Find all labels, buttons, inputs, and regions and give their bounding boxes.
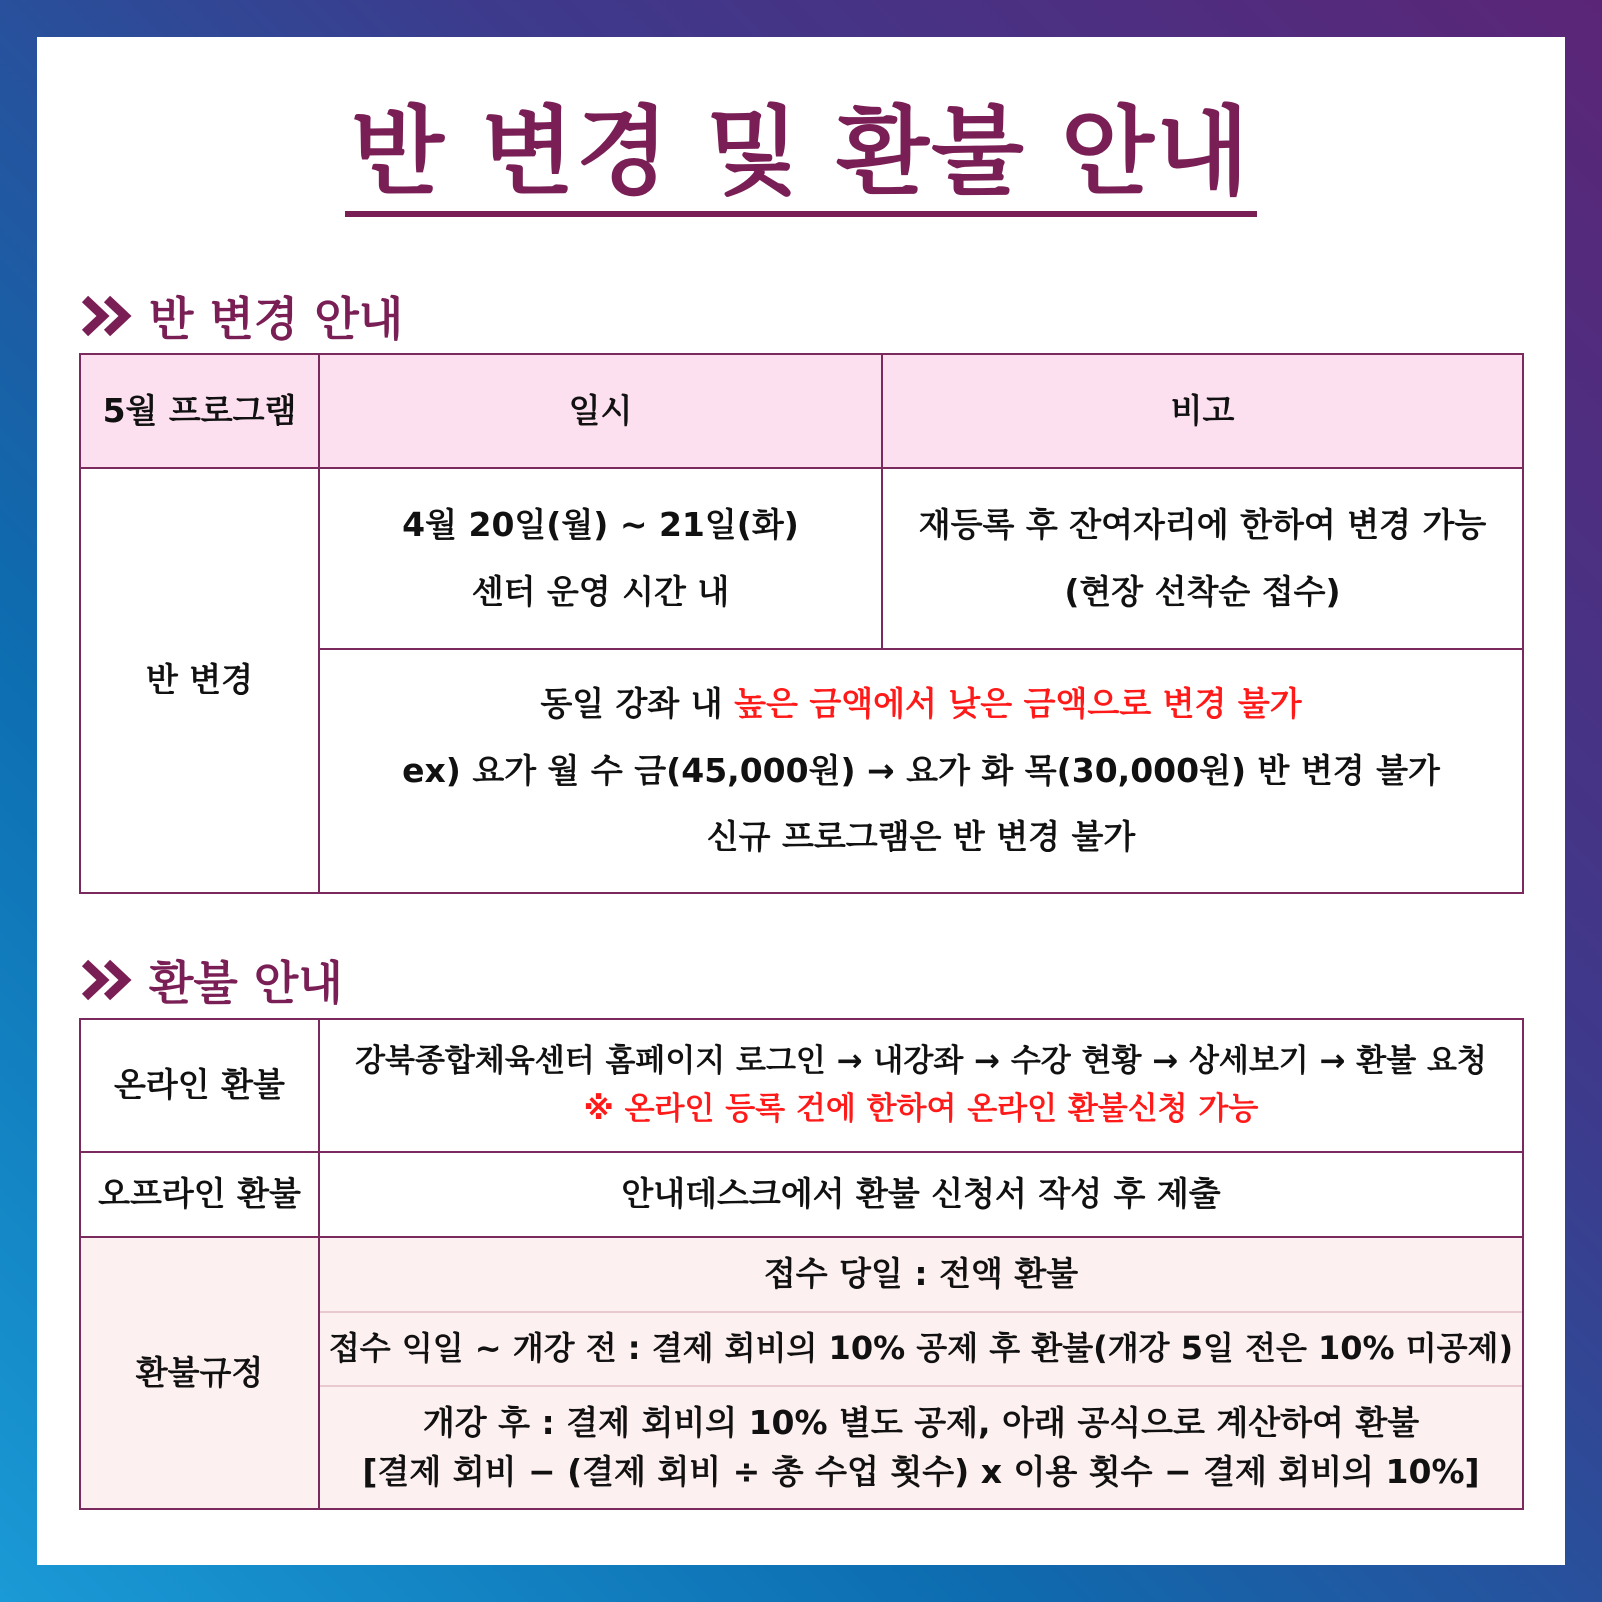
rule-prefix: 동일 강좌 내 (540, 684, 735, 724)
refund-table (79, 1018, 1524, 1510)
online-cell (319, 1019, 1523, 1152)
rule-formula: [결제 회비 − (결제 회비 ÷ 총 수업 횟수) x 이용 횟수 − 결제 회비의 10%] (362, 1451, 1480, 1491)
refund-rules-list (320, 1238, 1522, 1508)
rules-cell (319, 649, 1523, 893)
class-change-table (79, 353, 1524, 894)
header-note: 비고 (882, 354, 1523, 468)
double-chevron-icon (79, 957, 135, 1003)
double-chevron-icon (79, 293, 135, 339)
online-note: ※ 온라인 등록 건에 한하여 온라인 환불신청 가능 (583, 1090, 1259, 1127)
row-label-online: 온라인 환불 (80, 1019, 319, 1152)
date-hours: 센터 운영 시간 내 (471, 571, 730, 611)
row-label-refund-rules: 환불규정 (80, 1237, 319, 1509)
online-steps: 강북종합체육센터 홈페이지 로그인 → 내강좌 → 수강 현황 → 상세보기 → 환불 요청 (355, 1042, 1487, 1079)
refund-rules-cell (319, 1237, 1523, 1509)
offline-text: 안내데스크에서 환불 신청서 작성 후 제출 (319, 1152, 1523, 1237)
table-row (80, 1019, 1523, 1152)
row-label-offline: 오프라인 환불 (80, 1152, 319, 1237)
note-condition: 재등록 후 잔여자리에 한하여 변경 가능 (918, 504, 1487, 544)
note-first-come: (현장 선착순 접수) (1064, 571, 1341, 611)
section-heading-text: 반 변경 안내 (149, 292, 404, 346)
rule-same-day: 접수 당일 : 전액 환불 (320, 1238, 1522, 1312)
table-header-row (80, 354, 1523, 468)
section-heading-class-change (79, 283, 403, 349)
rule-new-program: 신규 프로그램은 반 변경 불가 (706, 817, 1136, 857)
rule-after-start-text: 개강 후 : 결제 회비의 10% 별도 공제, 아래 공식으로 계산하여 환불 (422, 1402, 1420, 1442)
date-range: 4월 20일(월) ~ 21일(화) (402, 504, 799, 544)
section-heading-text: 환불 안내 (149, 956, 343, 1010)
table-row (80, 1237, 1523, 1509)
rule-example: ex) 요가 월 수 금(45,000원) → 요가 화 목(30,000원) 반 변경 불가 (402, 750, 1440, 790)
section-heading-refund (79, 947, 343, 1013)
rule-before-start: 접수 익일 ~ 개강 전 : 결제 회비의 10% 공제 후 환불(개강 5일 전은 10% 미공제) (320, 1312, 1522, 1386)
rule-same-course (320, 682, 1522, 727)
header-program: 5월 프로그램 (80, 354, 319, 468)
page-title-wrap (37, 97, 1565, 217)
rule-after-start (320, 1386, 1522, 1508)
row-label-class-change: 반 변경 (80, 468, 319, 893)
table-row (80, 468, 1523, 649)
notice-card (37, 37, 1565, 1565)
rule-warning: 높은 금액에서 낮은 금액으로 변경 불가 (734, 684, 1302, 724)
note-cell (882, 468, 1523, 649)
page-title: 반 변경 및 환불 안내 (345, 97, 1257, 217)
header-date: 일시 (319, 354, 882, 468)
date-cell (319, 468, 882, 649)
table-row (80, 1152, 1523, 1237)
